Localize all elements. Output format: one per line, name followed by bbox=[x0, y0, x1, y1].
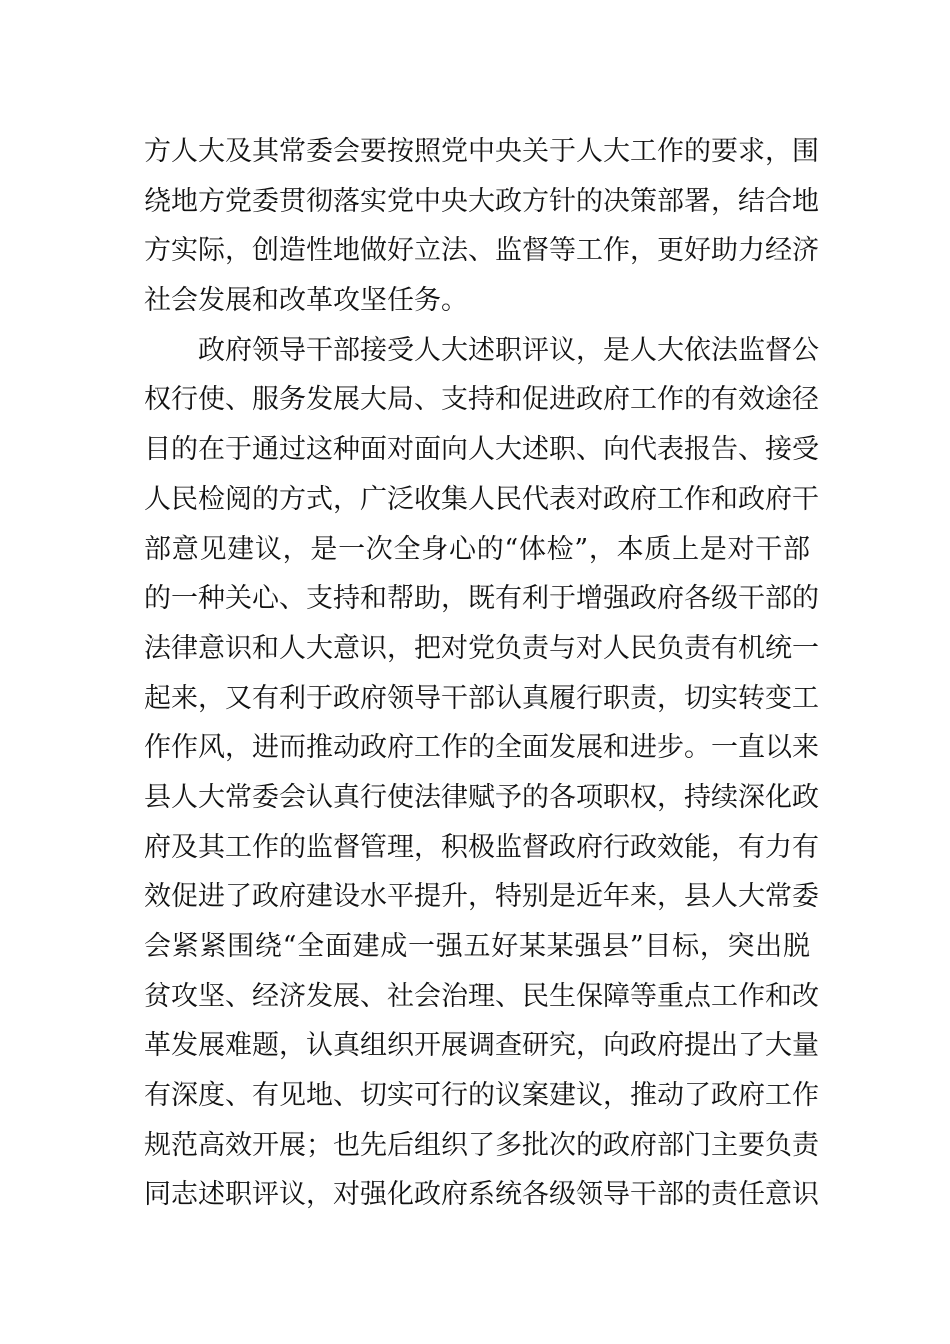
text-line: 会紧紧围绕“全面建成一强五好某某强县”目标，突出脱 bbox=[144, 931, 810, 962]
text-line: 县人大常委会认真行使法律赋予的各项职权，持续深化政 bbox=[144, 781, 819, 813]
text-line: 的一种关心、支持和帮助，既有利于增强政府各级干部的 bbox=[144, 583, 819, 615]
text-line: 规范高效开展；也先后组织了多批次的政府部门主要负责 bbox=[144, 1129, 819, 1161]
text-line: 效促进了政府建设水平提升，特别是近年来，县人大常委 bbox=[144, 881, 819, 913]
text-line: 目的在于通过这种面对面向人大述职、向代表报告、接受 bbox=[144, 434, 819, 466]
document-body bbox=[144, 127, 819, 1220]
text-line: 人民检阅的方式，广泛收集人民代表对政府工作和政府干 bbox=[144, 483, 819, 515]
text-line: 社会发展和改革攻坚任务。 bbox=[144, 285, 468, 317]
text-line: 有深度、有见地、切实可行的议案建议，推动了政府工作 bbox=[144, 1080, 819, 1112]
text-line: 起来，又有利于政府领导干部认真履行职责，切实转变工 bbox=[144, 682, 819, 714]
text-line: 府及其工作的监督管理，积极监督政府行政效能，有力有 bbox=[144, 831, 819, 863]
text-line: 权行使、服务发展大局、支持和促进政府工作的有效途径 bbox=[144, 384, 819, 416]
paragraph-2 bbox=[144, 326, 819, 1220]
paragraph-1 bbox=[144, 127, 819, 326]
text-line: 作作风，进而推动政府工作的全面发展和进步。一直以来 bbox=[144, 732, 819, 764]
text-line: 政府领导干部接受人大述职评议，是人大依法监督公 bbox=[198, 334, 819, 366]
text-line: 绕地方党委贯彻落实党中央大政方针的决策部署，结合地 bbox=[144, 185, 819, 217]
text-line: 革发展难题，认真组织开展调查研究，向政府提出了大量 bbox=[144, 1030, 819, 1062]
text-line: 部意见建议，是一次全身心的“体检”，本质上是对干部 bbox=[144, 533, 810, 565]
text-line: 方实际，创造性地做好立法、监督等工作，更好助力经济 bbox=[144, 235, 819, 267]
text-line: 贫攻坚、经济发展、社会治理、民生保障等重点工作和改 bbox=[144, 980, 819, 1012]
text-line: 方人大及其常委会要按照党中央关于人大工作的要求，围 bbox=[144, 136, 819, 167]
text-line: 法律意识和人大意识，把对党负责与对人民负责有机统一 bbox=[144, 632, 819, 664]
text-line: 同志述职评议，对强化政府系统各级领导干部的责任意识 bbox=[144, 1179, 819, 1211]
